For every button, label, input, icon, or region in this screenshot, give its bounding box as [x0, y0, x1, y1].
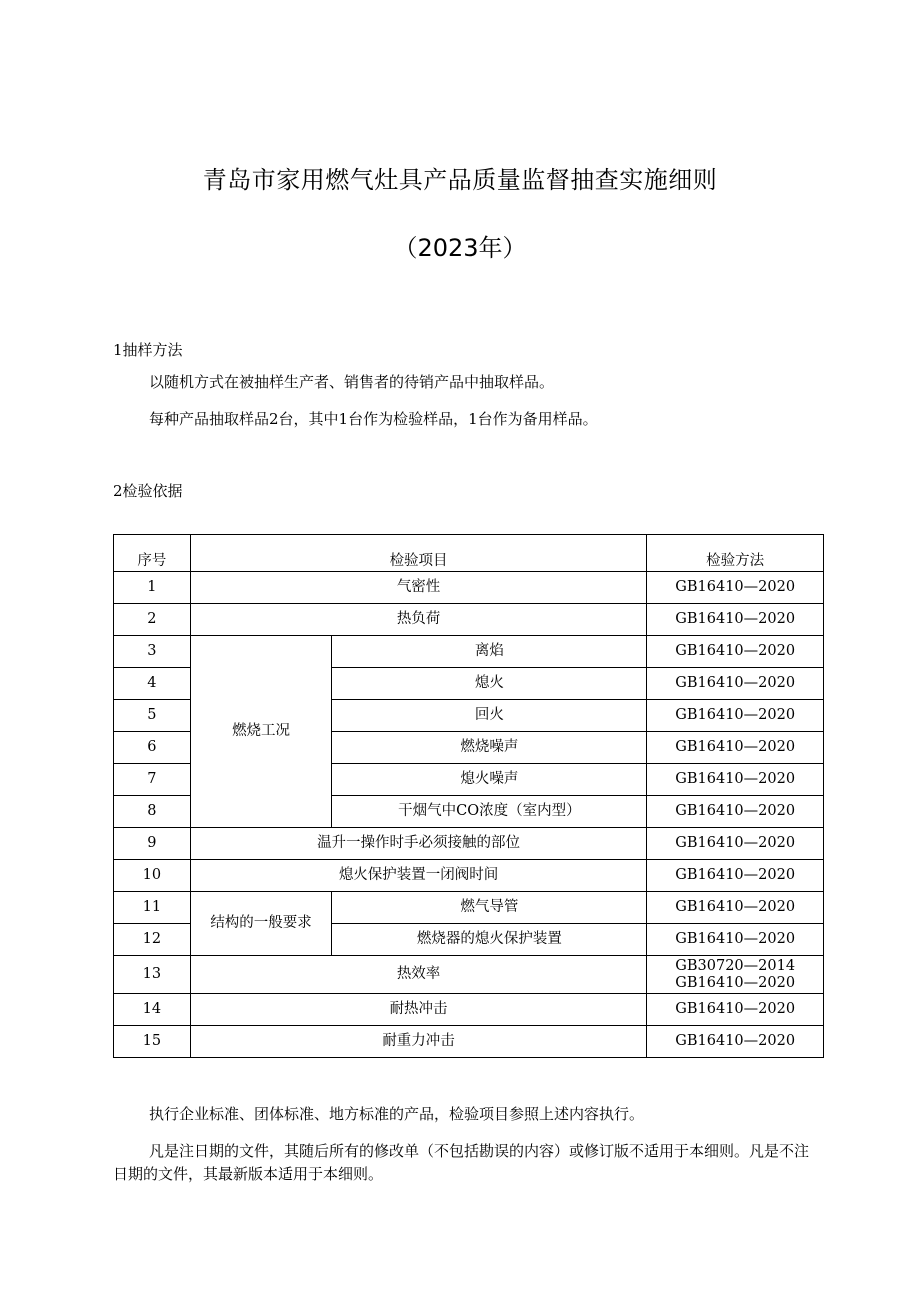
- row-method: GB16410—2020: [647, 994, 824, 1026]
- row-no: 4: [114, 668, 191, 700]
- header-item: 检验项目: [190, 535, 647, 572]
- row-item: 熄火: [332, 668, 647, 700]
- row-no: 15: [114, 1026, 191, 1058]
- section-1-paragraph: 每种产品抽取样品2台，其中1台作为检验样品，1台作为备用样品。: [149, 410, 598, 428]
- section-2-heading: 2检验依据: [113, 482, 183, 500]
- table-row: [114, 994, 824, 1026]
- row-item: 回火: [332, 700, 647, 732]
- row-item: 热效率: [190, 956, 647, 994]
- header-method: 检验方法: [647, 535, 824, 572]
- row-method: GB16410—2020: [647, 572, 824, 604]
- document-year: （2023年）: [393, 234, 527, 262]
- table-row: [114, 860, 824, 892]
- row-item: 气密性: [190, 572, 647, 604]
- row-no: 10: [114, 860, 191, 892]
- table-row: [114, 604, 824, 636]
- row-item: 干烟气中CO浓度（室内型）: [332, 796, 647, 828]
- row-no: 12: [114, 924, 191, 956]
- row-no: 7: [114, 764, 191, 796]
- row-no: 11: [114, 892, 191, 924]
- row-no: 13: [114, 956, 191, 994]
- header-no: 序号: [114, 535, 191, 572]
- row-method: GB16410—2020: [647, 924, 824, 956]
- table-row: [114, 892, 824, 924]
- row-method-multi: [647, 956, 824, 994]
- document-title: 青岛市家用燃气灶具产品质量监督抽查实施细则: [202, 166, 718, 194]
- row-no: 2: [114, 604, 191, 636]
- row-item: 离焰: [332, 636, 647, 668]
- row-no: 3: [114, 636, 191, 668]
- row-item: 温升一操作时手必须接触的部位: [190, 828, 647, 860]
- row-method: GB30720—2014: [675, 957, 796, 974]
- table-row: [114, 636, 824, 668]
- row-no: 6: [114, 732, 191, 764]
- row-method: GB16410—2020: [647, 828, 824, 860]
- row-item: 熄火保护装置一闭阀时间: [190, 860, 647, 892]
- footer-paragraph: 凡是注日期的文件，其随后所有的修改单（不包括勘误的内容）或修订版不适用于本细则。凡是不注日期的文件，其最新版本适用于本细则。: [113, 1142, 810, 1183]
- table-header-row: [114, 535, 824, 572]
- row-method-secondary: GB16410—2020: [675, 974, 796, 991]
- row-item: 燃烧噪声: [332, 732, 647, 764]
- group-structure: 结构的一般要求: [190, 892, 332, 956]
- section-1-heading: 1抽样方法: [113, 341, 183, 359]
- row-method: GB16410—2020: [647, 764, 824, 796]
- row-method: GB16410—2020: [647, 668, 824, 700]
- inspection-table: [113, 534, 824, 1058]
- row-no: 8: [114, 796, 191, 828]
- group-combustion: 燃烧工况: [190, 636, 332, 828]
- row-method: GB16410—2020: [647, 796, 824, 828]
- row-method: GB16410—2020: [647, 1026, 824, 1058]
- table-row: [114, 1026, 824, 1058]
- row-item: 耐重力冲击: [190, 1026, 647, 1058]
- table-row: [114, 956, 824, 994]
- row-method: GB16410—2020: [647, 892, 824, 924]
- row-item: 耐热冲击: [190, 994, 647, 1026]
- row-item: 燃气导管: [332, 892, 647, 924]
- row-method: GB16410—2020: [647, 860, 824, 892]
- table-row: [114, 572, 824, 604]
- row-method: GB16410—2020: [647, 636, 824, 668]
- row-no: 9: [114, 828, 191, 860]
- row-item: 熄火噪声: [332, 764, 647, 796]
- row-method: GB16410—2020: [647, 700, 824, 732]
- row-method: GB16410—2020: [647, 604, 824, 636]
- table-row: [114, 828, 824, 860]
- row-method: GB16410—2020: [647, 732, 824, 764]
- row-no: 14: [114, 994, 191, 1026]
- row-item: 燃烧器的熄火保护装置: [332, 924, 647, 956]
- footer-paragraph: 执行企业标准、团体标准、地方标准的产品，检验项目参照上述内容执行。: [149, 1105, 645, 1123]
- row-item: 热负荷: [190, 604, 647, 636]
- row-no: 1: [114, 572, 191, 604]
- row-no: 5: [114, 700, 191, 732]
- section-1-paragraph: 以随机方式在被抽样生产者、销售者的待销产品中抽取样品。: [149, 373, 555, 391]
